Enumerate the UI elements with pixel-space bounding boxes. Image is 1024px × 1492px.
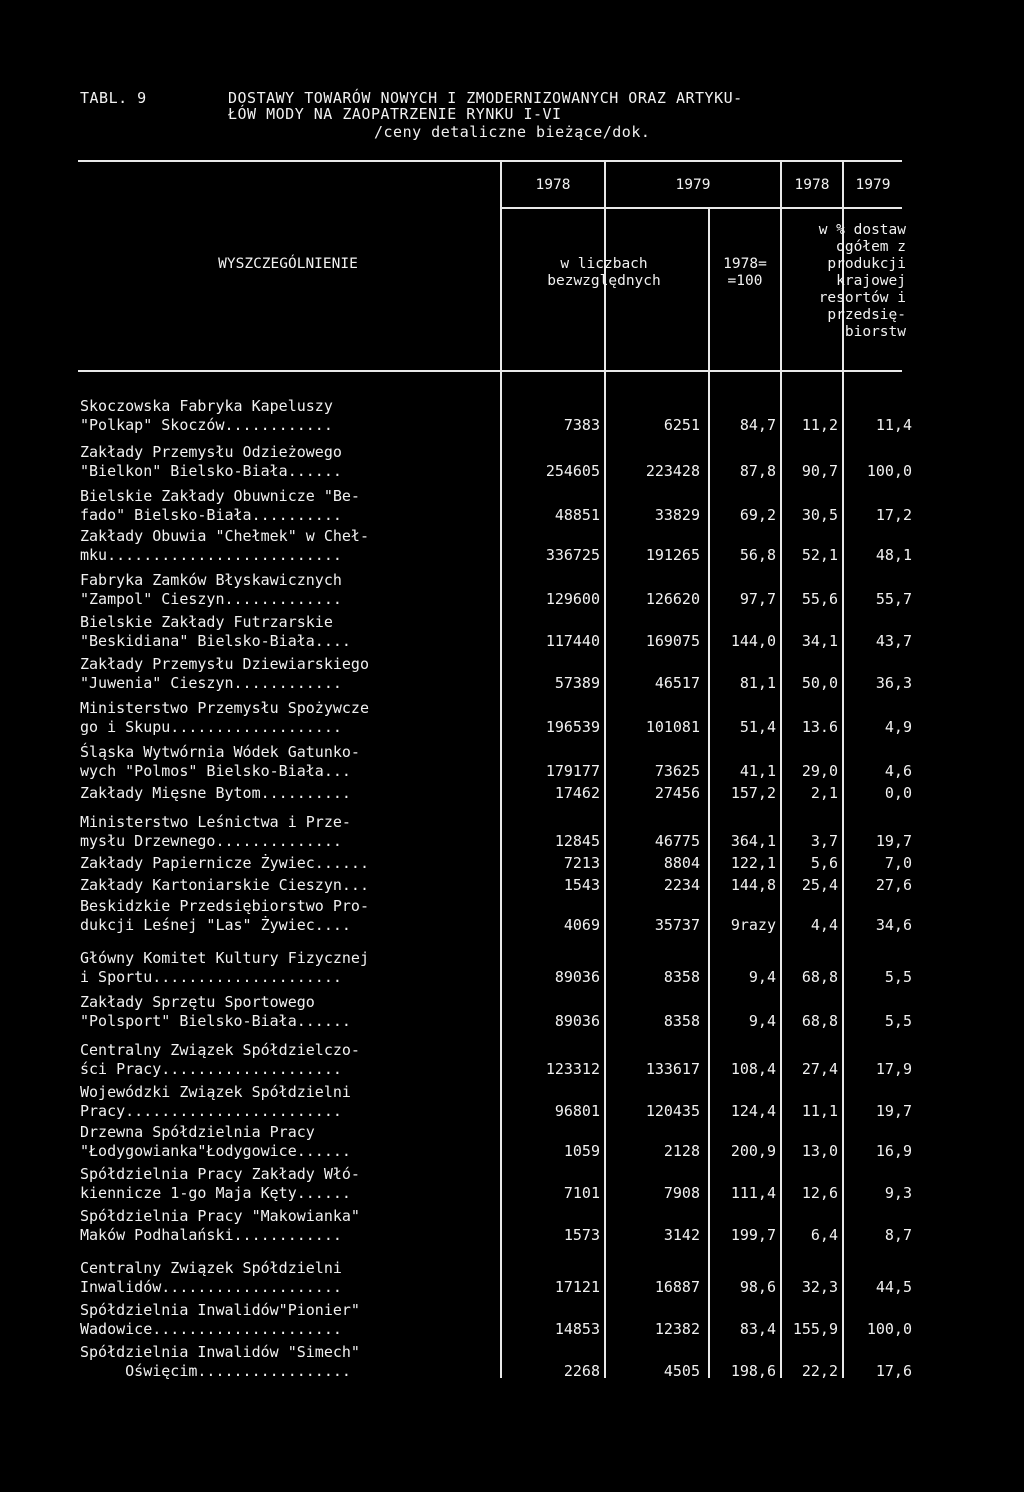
table-title — [80, 89, 743, 175]
value-1978-share: 30,5 — [801, 506, 838, 524]
row-label-line-2: i Sportu..................... — [80, 968, 342, 986]
value-1978-share: 3,7 — [810, 832, 838, 850]
value-1978-share: 68,8 — [801, 1012, 838, 1030]
value-1979-index: 69,2 — [739, 506, 776, 524]
value-1978-absolute: 1573 — [563, 1226, 600, 1244]
value-1979-index: 9,4 — [748, 1012, 776, 1030]
value-1979-absolute: 27456 — [654, 784, 700, 802]
row-label-line-1: Fabryka Zamków Błyskawicznych — [80, 571, 342, 589]
value-1979-index: 200,9 — [730, 1142, 776, 1160]
value-1978-share: 13,0 — [801, 1142, 838, 1160]
row-label-line-2: Zakłady Papiernicze Żywiec...... — [80, 854, 369, 872]
value-1979-share: 27,6 — [875, 876, 912, 894]
value-1979-share: 36,3 — [875, 674, 912, 692]
value-1978-absolute: 1543 — [563, 876, 600, 894]
value-1978-absolute: 117440 — [545, 632, 600, 650]
table-row — [0, 1041, 1024, 1084]
value-1978-absolute: 4069 — [563, 916, 600, 934]
row-label-line-1: Skoczowska Fabryka Kapeluszy — [80, 397, 333, 415]
row-label-line-2: mysłu Drzewnego.............. — [80, 832, 342, 850]
row-label-line-2: Zakłady Mięsne Bytom.......... — [80, 784, 351, 802]
value-1978-absolute: 89036 — [554, 1012, 600, 1030]
value-1978-absolute: 179177 — [545, 762, 600, 780]
value-1979-index: 98,6 — [739, 1278, 776, 1296]
value-1979-index: 97,7 — [739, 590, 776, 608]
row-label-line-1: Beskidzkie Przedsiębiorstwo Pro- — [80, 897, 369, 915]
row-label-line-2: mku.......................... — [80, 546, 342, 564]
value-1979-index: 122,1 — [730, 854, 776, 872]
row-label-line-1: Spółdzielnia Pracy "Makowianka" — [80, 1207, 360, 1225]
value-1979-absolute: 169075 — [645, 632, 700, 650]
row-label-line-2: "Juwenia" Cieszyn............ — [80, 674, 342, 692]
value-1979-share: 11,4 — [875, 416, 912, 434]
value-1979-absolute: 120435 — [645, 1102, 700, 1120]
value-1978-share: 6,4 — [810, 1226, 838, 1244]
table-number: TABL. 9 — [80, 89, 147, 107]
table-row — [0, 1123, 1024, 1166]
row-label-line-1: Główny Komitet Kultury Fizycznej — [80, 949, 369, 967]
value-1979-absolute: 2234 — [663, 876, 700, 894]
value-1979-absolute: 8358 — [663, 968, 700, 986]
value-1979-index: 51,4 — [739, 718, 776, 736]
row-label-line-2: "Polsport" Bielsko-Biała...... — [80, 1012, 351, 1030]
value-1978-absolute: 57389 — [554, 674, 600, 692]
value-1978-absolute: 129600 — [545, 590, 600, 608]
value-1978-share: 50,0 — [801, 674, 838, 692]
value-1979-absolute: 73625 — [654, 762, 700, 780]
value-1978-share: 5,6 — [810, 854, 838, 872]
value-1979-index: 41,1 — [739, 762, 776, 780]
value-1979-absolute: 6251 — [663, 416, 700, 434]
value-1979-absolute: 46775 — [654, 832, 700, 850]
value-1978-absolute: 336725 — [545, 546, 600, 564]
value-1978-share: 29,0 — [801, 762, 838, 780]
table-row — [0, 1207, 1024, 1250]
header-year-1978: 1978 — [535, 177, 571, 193]
header-year-1979: 1979 — [675, 177, 711, 193]
value-1978-absolute: 1059 — [563, 1142, 600, 1160]
value-1979-share: 0,0 — [884, 784, 912, 802]
value-1978-absolute: 17121 — [554, 1278, 600, 1296]
title-line-2: ŁÓW MODY NA ZAOPATRZENIE RYNKU I-VI — [228, 105, 562, 123]
row-label-line-1: Drzewna Spółdzielnia Pracy — [80, 1123, 315, 1141]
row-label-line-1: Spółdzielnia Inwalidów"Pionier" — [80, 1301, 360, 1319]
value-1979-index: 108,4 — [730, 1060, 776, 1078]
table-row — [0, 527, 1024, 570]
header-bottom-rule — [78, 370, 902, 372]
row-label-line-1: Centralny Związek Spółdzielni — [80, 1259, 342, 1277]
row-label-line-1: Ministerstwo Leśnictwa i Prze- — [80, 813, 351, 831]
table-row — [0, 897, 1024, 940]
row-label-line-1: Bielskie Zakłady Futrzarskie — [80, 613, 333, 631]
row-label-line-1: Spółdzielnia Inwalidów "Simech" — [80, 1343, 360, 1361]
row-label-line-2: "Zampol" Cieszyn............. — [80, 590, 342, 608]
table-row — [0, 443, 1024, 486]
value-1978-absolute: 123312 — [545, 1060, 600, 1078]
value-1979-absolute: 16887 — [654, 1278, 700, 1296]
value-1979-share: 48,1 — [875, 546, 912, 564]
row-label-line-2: fado" Bielsko-Biała.......... — [80, 506, 342, 524]
row-label-line-2: go i Skupu................... — [80, 718, 342, 736]
table-row — [0, 655, 1024, 698]
value-1979-share: 17,2 — [875, 506, 912, 524]
value-1979-absolute: 46517 — [654, 674, 700, 692]
value-1979-absolute: 101081 — [645, 718, 700, 736]
row-label-line-1: Śląska Wytwórnia Wódek Gatunko- — [80, 743, 360, 761]
value-1979-index: 9razy — [730, 916, 776, 934]
row-label-line-1: Zakłady Sprzętu Sportowego — [80, 993, 315, 1011]
value-1979-index: 144,8 — [730, 876, 776, 894]
value-1979-absolute: 12382 — [654, 1320, 700, 1338]
value-1978-share: 68,8 — [801, 968, 838, 986]
value-1979-share: 55,7 — [875, 590, 912, 608]
header-index: 1978= =100 — [723, 256, 767, 289]
value-1979-share: 9,3 — [884, 1184, 912, 1202]
value-1978-absolute: 2268 — [563, 1362, 600, 1380]
value-1978-share: 2,1 — [810, 784, 838, 802]
value-1978-share: 22,2 — [801, 1362, 838, 1380]
table-row — [0, 397, 1024, 440]
value-1978-absolute: 12845 — [554, 832, 600, 850]
value-1979-share: 34,6 — [875, 916, 912, 934]
value-1979-share: 16,9 — [875, 1142, 912, 1160]
value-1978-absolute: 7101 — [563, 1184, 600, 1202]
value-1978-absolute: 14853 — [554, 1320, 600, 1338]
value-1979-share: 17,6 — [875, 1362, 912, 1380]
value-1978-absolute: 17462 — [554, 784, 600, 802]
value-1979-absolute: 133617 — [645, 1060, 700, 1078]
value-1978-share: 90,7 — [801, 462, 838, 480]
value-1979-share: 100,0 — [866, 462, 912, 480]
value-1979-absolute: 8804 — [663, 854, 700, 872]
row-label-line-1: Spółdzielnia Pracy Zakłady Włó- — [80, 1165, 360, 1183]
value-1979-share: 17,9 — [875, 1060, 912, 1078]
value-1978-share: 4,4 — [810, 916, 838, 934]
value-1979-share: 5,5 — [884, 968, 912, 986]
row-label-line-2: kiennicze 1-go Maja Kęty...... — [80, 1184, 351, 1202]
header-absolute: w liczbach bezwzględnych — [547, 256, 661, 289]
row-label-line-1: Wojewódzki Związek Spółdzielni — [80, 1083, 351, 1101]
row-label-line-2: Maków Podhalański............ — [80, 1226, 342, 1244]
title-line-3: /ceny detaliczne bieżące/dok. — [374, 123, 651, 141]
row-label-line-2: wych "Polmos" Bielsko-Biała... — [80, 762, 351, 780]
value-1978-share: 34,1 — [801, 632, 838, 650]
value-1979-share: 8,7 — [884, 1226, 912, 1244]
table-row — [0, 1301, 1024, 1344]
value-1979-absolute: 191265 — [645, 546, 700, 564]
value-1979-absolute: 126620 — [645, 590, 700, 608]
value-1978-share: 11,2 — [801, 416, 838, 434]
value-1979-share: 4,6 — [884, 762, 912, 780]
header-year-1979-share: 1979 — [855, 177, 891, 193]
row-label-line-1: Zakłady Przemysłu Dziewiarskiego — [80, 655, 369, 673]
value-1979-index: 199,7 — [730, 1226, 776, 1244]
table-row — [0, 813, 1024, 856]
value-1978-share: 55,6 — [801, 590, 838, 608]
table-row — [0, 949, 1024, 992]
row-label-line-1: Zakłady Obuwia "Chełmek" w Cheł- — [80, 527, 369, 545]
row-label-line-1: Ministerstwo Przemysłu Spożywcze — [80, 699, 369, 717]
row-label-line-1: Bielskie Zakłady Obuwnicze "Be- — [80, 487, 360, 505]
value-1979-index: 83,4 — [739, 1320, 776, 1338]
value-1979-index: 124,4 — [730, 1102, 776, 1120]
table-row — [0, 699, 1024, 742]
value-1978-share: 52,1 — [801, 546, 838, 564]
header-top-rule — [78, 160, 902, 162]
value-1979-share: 4,9 — [884, 718, 912, 736]
value-1979-absolute: 35737 — [654, 916, 700, 934]
value-1979-index: 87,8 — [739, 462, 776, 480]
value-1979-share: 19,7 — [875, 832, 912, 850]
row-label-line-2: Inwalidów.................... — [80, 1278, 342, 1296]
value-1979-index: 157,2 — [730, 784, 776, 802]
table-row — [0, 1165, 1024, 1208]
table-row — [0, 993, 1024, 1036]
table-row — [0, 613, 1024, 656]
value-1978-share: 25,4 — [801, 876, 838, 894]
value-1979-absolute: 7908 — [663, 1184, 700, 1202]
value-1978-absolute: 254605 — [545, 462, 600, 480]
value-1978-share: 13.6 — [801, 718, 838, 736]
value-1979-index: 84,7 — [739, 416, 776, 434]
value-1979-index: 198,6 — [730, 1362, 776, 1380]
header-year-1978-share: 1978 — [794, 177, 830, 193]
row-label-line-2: Oświęcim................. — [80, 1362, 351, 1380]
value-1978-absolute: 96801 — [554, 1102, 600, 1120]
value-1978-absolute: 89036 — [554, 968, 600, 986]
row-label-line-2: "Łodygowianka"Łodygowice...... — [80, 1142, 351, 1160]
row-label-line-2: ści Pracy.................... — [80, 1060, 342, 1078]
value-1979-index: 144,0 — [730, 632, 776, 650]
value-1979-absolute: 8358 — [663, 1012, 700, 1030]
value-1979-absolute: 3142 — [663, 1226, 700, 1244]
header-label-main: WYSZCZEGÓLNIENIE — [218, 256, 358, 272]
value-1979-share: 44,5 — [875, 1278, 912, 1296]
row-label-line-1: Centralny Związek Spółdzielczo- — [80, 1041, 360, 1059]
row-label-line-2: "Polkap" Skoczów............ — [80, 416, 333, 434]
value-1979-index: 364,1 — [730, 832, 776, 850]
row-label-line-2: Pracy........................ — [80, 1102, 342, 1120]
value-1978-absolute: 48851 — [554, 506, 600, 524]
value-1978-share: 27,4 — [801, 1060, 838, 1078]
header-share: w % dostaw ogółem z produkcji krajowej resortów i przedsię- biorstw — [818, 222, 906, 340]
value-1979-share: 7,0 — [884, 854, 912, 872]
value-1979-share: 100,0 — [866, 1320, 912, 1338]
value-1979-index: 56,8 — [739, 546, 776, 564]
value-1979-absolute: 33829 — [654, 506, 700, 524]
value-1978-absolute: 196539 — [545, 718, 600, 736]
row-label-line-2: dukcji Leśnej "Las" Żywiec.... — [80, 916, 351, 934]
value-1978-share: 32,3 — [801, 1278, 838, 1296]
title-line-1: DOSTAWY TOWARÓW NOWYCH I ZMODERNIZOWANYCH ORAZ ARTYKU- — [228, 89, 743, 107]
row-label-line-2: Wadowice..................... — [80, 1320, 342, 1338]
value-1979-share: 5,5 — [884, 1012, 912, 1030]
value-1979-index: 111,4 — [730, 1184, 776, 1202]
table-row — [0, 784, 1024, 808]
value-1979-share: 43,7 — [875, 632, 912, 650]
value-1978-absolute: 7213 — [563, 854, 600, 872]
value-1979-absolute: 2128 — [663, 1142, 700, 1160]
row-label-line-2: "Beskidiana" Bielsko-Biała.... — [80, 632, 351, 650]
value-1979-index: 81,1 — [739, 674, 776, 692]
value-1979-share: 19,7 — [875, 1102, 912, 1120]
row-label-line-2: "Bielkon" Bielsko-Biała...... — [80, 462, 342, 480]
value-1978-share: 12,6 — [801, 1184, 838, 1202]
table-row — [0, 571, 1024, 614]
row-label-line-2: Zakłady Kartoniarskie Cieszyn... — [80, 876, 369, 894]
table-row — [0, 1259, 1024, 1302]
table-row — [0, 743, 1024, 786]
value-1978-absolute: 7383 — [563, 416, 600, 434]
value-1979-index: 9,4 — [748, 968, 776, 986]
row-label-line-1: Zakłady Przemysłu Odzieżowego — [80, 443, 342, 461]
table-row — [0, 1343, 1024, 1386]
value-1978-share: 155,9 — [792, 1320, 838, 1338]
value-1978-share: 11,1 — [801, 1102, 838, 1120]
table-row — [0, 854, 1024, 878]
value-1979-absolute: 223428 — [645, 462, 700, 480]
value-1979-absolute: 4505 — [663, 1362, 700, 1380]
